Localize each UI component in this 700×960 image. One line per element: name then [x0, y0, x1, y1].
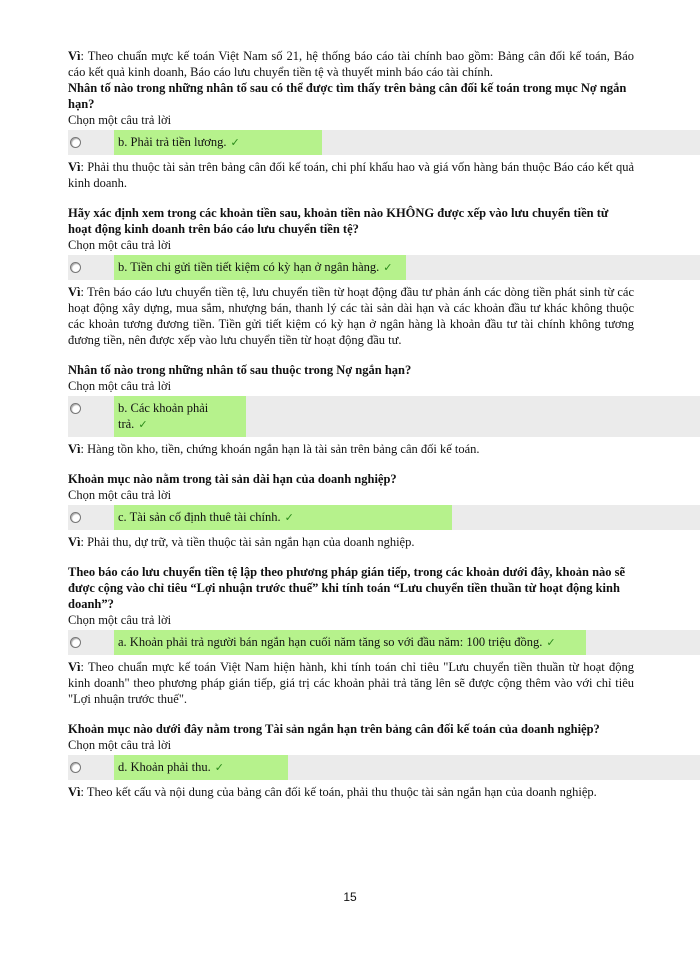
check-icon: ✓ — [214, 761, 224, 774]
answer-text: b. Tiền chi gửi tiền tiết kiệm có kỳ hạn ở ngân hàng. — [118, 260, 380, 274]
selected-answer-1[interactable] — [114, 130, 322, 155]
answer-text: b. Phải trả tiền lương. — [118, 135, 227, 149]
explanation-label: Vì — [68, 285, 81, 299]
answer-prompt: Chọn một câu trả lời — [68, 113, 172, 127]
answer-row-3 — [68, 396, 700, 437]
answer-text: d. Khoản phải thu. — [118, 760, 211, 774]
answer-prompt: Chọn một câu trả lời — [68, 738, 172, 752]
check-icon: ✓ — [230, 136, 240, 149]
answer-prompt: Chọn một câu trả lời — [68, 613, 172, 627]
explanation-text: : Trên báo cáo lưu chuyển tiền tệ, lưu chuyển tiền từ hoạt động đầu tư phản ánh các dòng tiền phát sinh từ các hoạt động xây dựng, mua sắm, nhượng bán, thanh lý các tài sản dài hạn và các khoản đầu tư khác không thuộc các khoản tương đương tiền. Tiền gửi tiết kiệm có kỳ hạn ở ngân hàng là khoản đầu tư tài chính không tương đương tiền, nên được xếp vào lưu chuyển tiền từ hoạt động đầu tư. — [68, 285, 634, 347]
radio-button[interactable] — [70, 403, 81, 414]
explanation-text: : Phải thu, dự trữ, và tiền thuộc tài sản ngắn hạn của doanh nghiệp. — [80, 535, 415, 549]
explanation-1 — [68, 159, 634, 191]
explanation-label: Vì — [68, 535, 81, 549]
answer-prompt: Chọn một câu trả lời — [68, 488, 172, 502]
question-4: Khoản mục nào nằm trong tài sản dài hạn của doanh nghiệp? — [68, 472, 397, 486]
check-icon: ✓ — [546, 636, 556, 649]
explanation-3 — [68, 441, 634, 457]
answer-row-5 — [68, 630, 700, 655]
answer-row-2 — [68, 255, 700, 280]
selected-answer-4[interactable] — [114, 505, 452, 530]
answer-prompt: Chọn một câu trả lời — [68, 238, 172, 252]
radio-button[interactable] — [70, 262, 81, 273]
radio-button[interactable] — [70, 512, 81, 523]
answer-text: b. Các khoản phải trả. — [118, 401, 209, 431]
explanation-label: Vì — [68, 49, 81, 63]
radio-button[interactable] — [70, 637, 81, 648]
explanation-5 — [68, 659, 634, 707]
quiz-page — [68, 48, 634, 800]
selected-answer-2[interactable] — [114, 255, 406, 280]
explanation-text: : Theo chuẩn mực kế toán Việt Nam số 21, hệ thống báo cáo tài chính bao gồm: Bảng cân đối kế toán, Báo cáo kết quả kinh doanh, Báo cáo lưu chuyển tiền tệ và thuyết minh báo cáo tài chính. — [68, 49, 634, 79]
check-icon: ✓ — [284, 511, 294, 524]
check-icon: ✓ — [383, 261, 393, 274]
question-3: Nhân tố nào trong những nhân tố sau thuộc trong Nợ ngắn hạn? — [68, 363, 412, 377]
check-icon: ✓ — [138, 418, 148, 431]
question-6: Khoản mục nào dưới đây nằm trong Tài sản ngắn hạn trên bảng cân đối kế toán của doanh nghiệp? — [68, 722, 600, 736]
explanation-label: Vì — [68, 785, 81, 799]
question-2: Hãy xác định xem trong các khoản tiền sau, khoản tiền nào KHÔNG được xếp vào lưu chuyển tiền từ hoạt động kinh doanh trên báo cáo lưu chuyển tiền tệ? — [68, 206, 609, 236]
answer-row-6 — [68, 755, 700, 780]
explanation-text: : Theo chuẩn mực kế toán Việt Nam hiện hành, khi tính toán chỉ tiêu "Lưu chuyển tiền thuần từ hoạt động kinh doanh" theo phương pháp gián tiếp, giá trị các khoản phải trả tăng lên sẽ được cộng thêm vào với chỉ tiêu "Lợi nhuận trước thuế". — [68, 660, 634, 706]
explanation-text: : Phải thu thuộc tài sản trên bảng cân đối kế toán, chi phí khấu hao và giá vốn hàng bán thuộc Báo cáo kết quả kinh doanh. — [68, 160, 634, 190]
selected-answer-6[interactable] — [114, 755, 288, 780]
question-1: Nhân tố nào trong những nhân tố sau có thể được tìm thấy trên bảng cân đối kế toán trong mục Nợ ngắn hạn? — [68, 81, 627, 111]
answer-row-1 — [68, 130, 700, 155]
explanation-text: : Hàng tồn kho, tiền, chứng khoán ngắn hạn là tài sản trên bảng cân đối kế toán. — [80, 442, 480, 456]
explanation-4 — [68, 534, 634, 550]
explanation-text: : Theo kết cấu và nội dung của bảng cân đối kế toán, phải thu thuộc tài sản ngắn hạn của doanh nghiệp. — [80, 785, 597, 799]
radio-button[interactable] — [70, 762, 81, 773]
answer-row-4 — [68, 505, 700, 530]
question-5: Theo báo cáo lưu chuyển tiền tệ lập theo phương pháp gián tiếp, trong các khoản dưới đây, khoản nào sẽ được cộng vào chỉ tiêu “Lợi nhuận trước thuế” khi tính toán “Lưu chuyển tiền thuần từ hoạt động kinh doanh”? — [68, 565, 626, 611]
selected-answer-3[interactable] — [114, 396, 246, 437]
answer-prompt: Chọn một câu trả lời — [68, 379, 172, 393]
radio-button[interactable] — [70, 137, 81, 148]
explanation-label: Vì — [68, 160, 81, 174]
intro-explanation — [68, 48, 634, 80]
explanation-label: Vì — [68, 660, 81, 674]
selected-answer-5[interactable] — [114, 630, 586, 655]
explanation-6 — [68, 784, 634, 800]
page-number: 15 — [343, 890, 357, 904]
answer-text: a. Khoản phải trả người bán ngắn hạn cuối năm tăng so với đầu năm: 100 triệu đồng. — [118, 635, 543, 649]
explanation-label: Vì — [68, 442, 81, 456]
explanation-2 — [68, 284, 634, 348]
answer-text: c. Tài sản cố định thuê tài chính. — [118, 510, 281, 524]
